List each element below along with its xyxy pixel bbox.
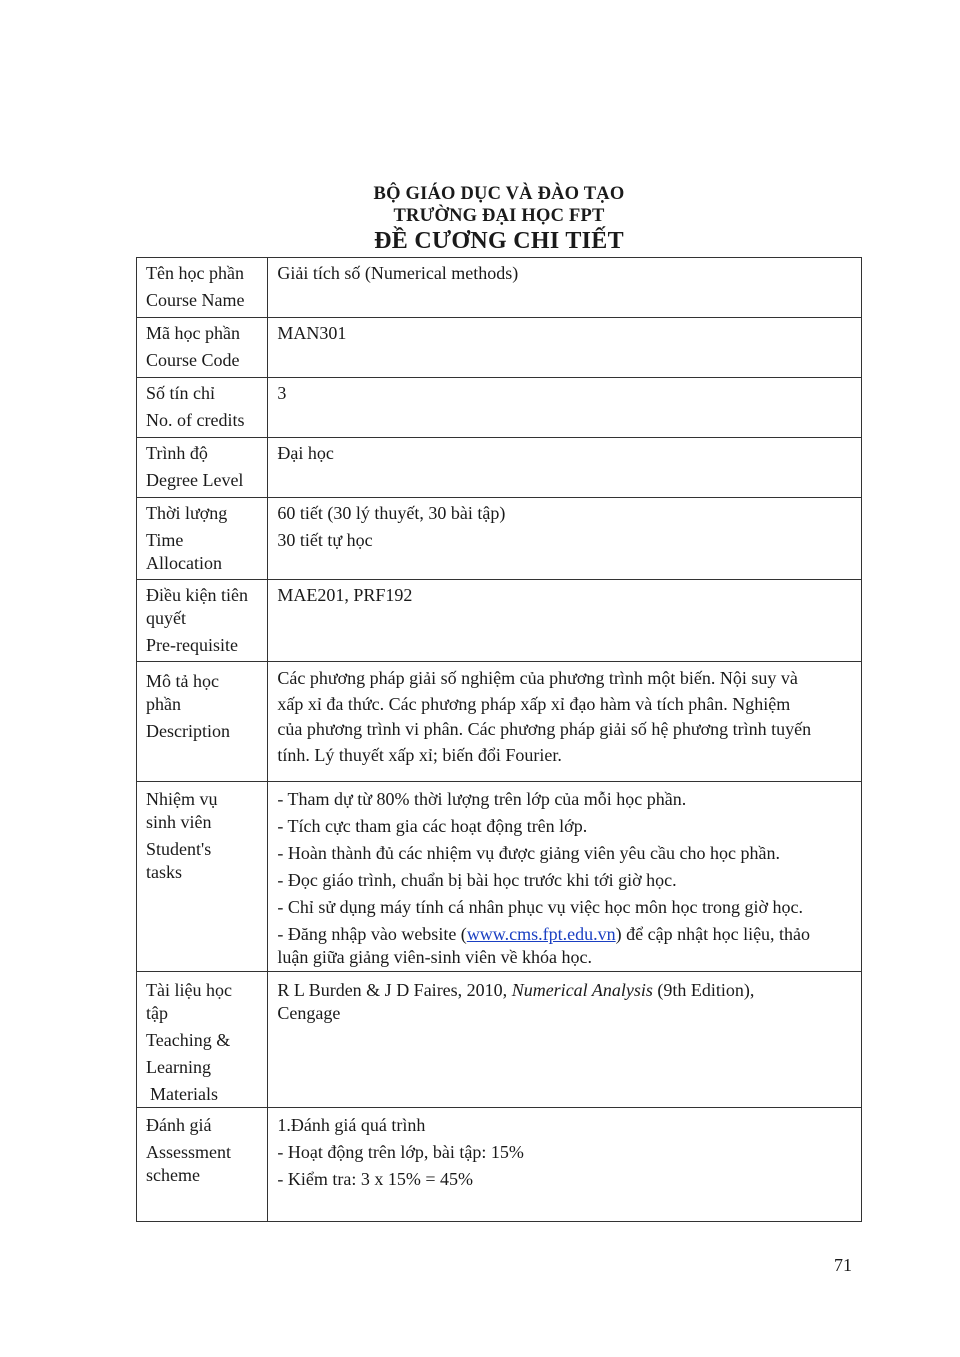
reference-authors: R L Burden & J D Faires, 2010, [277, 980, 512, 1000]
label-en: tasks [146, 862, 182, 882]
label-vi: Điều kiện tiên [146, 585, 248, 605]
label-cell [137, 438, 268, 498]
task-text: - Đăng nhập vào website ( [277, 924, 467, 944]
label-en: Learning [146, 1057, 211, 1077]
page-number: 71 [834, 1255, 852, 1275]
time-value: 30 tiết tự học [277, 530, 373, 550]
label-vi: Thời lượng [146, 503, 228, 523]
label-vi: Tên học phần [146, 263, 244, 283]
value-cell [268, 662, 862, 782]
label-vi: Trình độ [146, 443, 208, 463]
label-vi: Số tín chỉ [146, 383, 216, 403]
row-description [137, 662, 862, 782]
label-en: Assessment [146, 1142, 231, 1162]
label-en: Description [146, 721, 230, 741]
label-vi: Đánh giá [146, 1115, 212, 1135]
label-en: No. of credits [146, 410, 245, 430]
row-course-code [137, 318, 862, 378]
label-en: Course Code [146, 350, 240, 370]
label-cell [137, 498, 268, 580]
syllabus-table [136, 257, 862, 1222]
label-vi: Tài liệu học [146, 980, 232, 1000]
task-item [277, 923, 853, 946]
label-en: scheme [146, 1165, 200, 1185]
label-en: Degree Level [146, 470, 244, 490]
assessment-line: - Hoạt động trên lớp, bài tập: 15% [277, 1142, 524, 1162]
task-text: ) để cập nhật học liệu, thảo [615, 924, 811, 944]
value-cell [268, 438, 862, 498]
reference-publisher: Cengage [277, 1003, 341, 1023]
value-cell [268, 318, 862, 378]
label-cell [137, 258, 268, 318]
label-vi: Mô tả học [146, 671, 219, 691]
label-vi: Nhiệm vụ [146, 789, 218, 809]
label-en: Course Name [146, 290, 245, 310]
task-item: - Đọc giáo trình, chuẩn bị bài học trước khi tới giờ học. [277, 870, 677, 890]
label-vi: phần [146, 694, 181, 714]
description-line: Các phương pháp giải số nghiệm của phương trình một biến. Nội suy và [277, 668, 798, 688]
ministry-name: BỘ GIÁO DỤC VÀ ĐÀO TẠO [373, 184, 625, 204]
task-item: - Tích cực tham gia các hoạt động trên lớp. [277, 816, 588, 836]
cms-website-link[interactable]: www.cms.fpt.edu.vn [466, 924, 616, 944]
label-cell [137, 318, 268, 378]
label-cell [137, 580, 268, 662]
label-en: Teaching & [146, 1030, 231, 1050]
row-course-name [137, 258, 862, 318]
row-credits [137, 378, 862, 438]
task-item: - Hoàn thành đủ các nhiệm vụ được giảng viên yêu cầu cho học phần. [277, 843, 780, 863]
label-vi: tập [146, 1003, 168, 1023]
reference-line [277, 979, 853, 1002]
value-cell [268, 378, 862, 438]
label-cell [137, 662, 268, 782]
course-name-value: Giải tích số (Numerical methods) [277, 263, 519, 283]
row-student-tasks [137, 782, 862, 972]
prerequisite-value: MAE201, PRF192 [277, 585, 413, 605]
label-en: Allocation [146, 553, 222, 573]
label-cell [137, 972, 268, 1108]
assessment-line: 1.Đánh giá quá trình [277, 1115, 426, 1135]
reference-title: Numerical Analysis [511, 980, 653, 1000]
description-line: xấp xỉ đa thức. Các phương pháp xấp xỉ đạo hàm và tích phân. Nghiệm [277, 693, 791, 714]
degree-value: Đại học [277, 443, 334, 463]
value-cell [268, 580, 862, 662]
assessment-line: - Kiểm tra: 3 x 15% = 45% [277, 1169, 473, 1189]
description-line: tính. Lý thuyết xấp xỉ; biến đổi Fourier. [277, 744, 562, 765]
label-cell [137, 378, 268, 438]
row-degree [137, 438, 862, 498]
task-item-continuation: luận giữa giảng viên-sinh viên về khóa học. [277, 947, 593, 967]
task-item: - Tham dự từ 80% thời lượng trên lớp của mỗi học phần. [277, 789, 687, 809]
document-header [0, 183, 960, 255]
label-en: Materials [150, 1084, 218, 1104]
task-item: - Chỉ sử dụng máy tính cá nhân phục vụ việc học môn học trong giờ học. [277, 897, 804, 917]
label-cell [137, 782, 268, 972]
row-prerequisite [137, 580, 862, 662]
row-assessment [137, 1108, 862, 1222]
value-cell [268, 1108, 862, 1222]
university-name: TRƯỜNG ĐẠI HỌC FPT [393, 206, 605, 226]
description-line: của phương trình vi phân. Các phương pháp giải số hệ phương trình tuyến [277, 719, 812, 739]
value-cell [268, 498, 862, 580]
label-en: Time [146, 530, 184, 550]
credits-value: 3 [277, 383, 287, 403]
label-vi: quyết [146, 608, 186, 628]
row-materials [137, 972, 862, 1108]
reference-edition: (9th Edition), [652, 980, 755, 1000]
label-vi: sinh viên [146, 812, 212, 832]
time-value: 60 tiết (30 lý thuyết, 30 bài tập) [277, 503, 506, 523]
label-cell [137, 1108, 268, 1222]
row-time-allocation [137, 498, 862, 580]
label-en: Student's [146, 839, 212, 859]
document-title: ĐỀ CƯƠNG CHI TIẾT [374, 228, 624, 254]
value-cell [268, 258, 862, 318]
label-en: Pre-requisite [146, 635, 238, 655]
value-cell [268, 972, 862, 1108]
label-vi: Mã học phần [146, 323, 240, 343]
course-code-value: MAN301 [277, 323, 347, 343]
value-cell [268, 782, 862, 972]
